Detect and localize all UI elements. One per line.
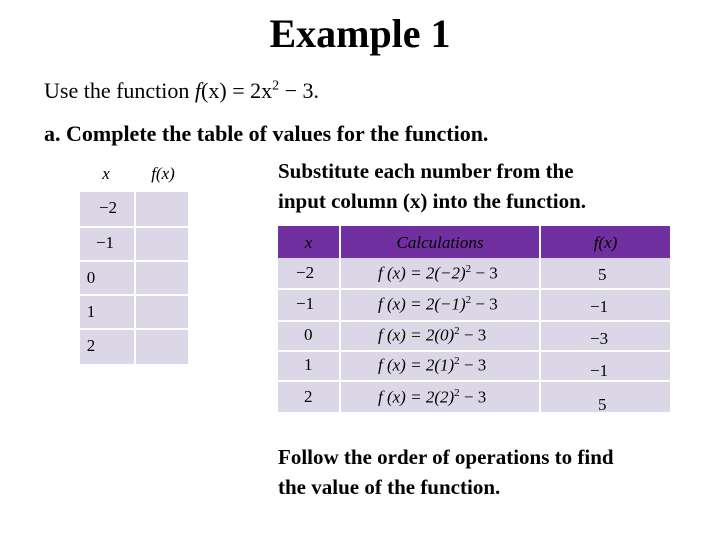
row-fx-value: 5 — [598, 395, 607, 414]
calc-exponent: 2 — [454, 387, 460, 399]
hint-bottom-line-1: Follow the order of operations to find — [278, 445, 614, 469]
left-fx-cell[interactable] — [136, 296, 190, 330]
row-calculation — [378, 387, 486, 408]
calc-exponent: 2 — [465, 263, 472, 275]
calc-tail: − 3 — [459, 355, 487, 375]
row-divider — [278, 320, 670, 322]
calc-exponent: 2 — [454, 325, 460, 337]
row-fx-value: −3 — [590, 329, 609, 348]
left-header-fx: f(x) — [151, 164, 175, 183]
intro-prefix: Use the function — [44, 78, 195, 103]
calc-expression: f (x) = 2(2) — [378, 387, 455, 407]
calc-tail: − 3 — [471, 294, 498, 314]
row-calculation — [378, 355, 486, 376]
column-divider — [539, 258, 541, 412]
row-x-value: 2 — [304, 387, 313, 406]
left-fx-cell[interactable] — [136, 192, 190, 228]
hint-bottom-line-2: the value of the function. — [278, 475, 501, 499]
column-divider — [339, 258, 341, 412]
left-fx-cell[interactable] — [136, 330, 190, 366]
row-fx-value: 5 — [598, 265, 607, 284]
intro-func: f — [194, 78, 202, 103]
part-a-instruction: a. Complete the table of values for the function. — [44, 121, 489, 146]
calc-expression: f (x) = 2(−2) — [378, 263, 466, 283]
left-x-value: 0 — [86, 268, 96, 287]
row-x-value: −1 — [296, 294, 315, 313]
hint-top — [278, 156, 586, 216]
calc-exponent: 2 — [454, 355, 460, 367]
row-divider — [278, 288, 670, 290]
calc-exponent: 2 — [465, 294, 472, 306]
calc-expression: f (x) = 2(1) — [378, 355, 455, 375]
calc-expression: f (x) = 2(−1) — [378, 294, 466, 314]
calc-expression: f (x) = 2(0) — [378, 325, 455, 345]
left-x-value: −1 — [95, 233, 115, 252]
row-x-value: −2 — [296, 263, 315, 282]
row-x-value: 1 — [304, 355, 313, 374]
right-header-x: x — [304, 233, 313, 252]
left-x-value: 2 — [86, 336, 96, 355]
intro-text — [44, 78, 319, 104]
row-x-value: 0 — [304, 325, 313, 344]
row-fx-value: −1 — [590, 361, 609, 380]
intro-rest: = 2x — [226, 78, 273, 103]
row-divider — [278, 350, 670, 352]
left-fx-cell[interactable] — [136, 228, 190, 262]
left-fx-cell[interactable] — [136, 262, 190, 296]
calc-tail: − 3 — [459, 325, 487, 345]
left-x-value: −2 — [98, 198, 118, 217]
intro-arg: (x) — [201, 78, 227, 103]
hint-top-line-1: Substitute each number from the — [278, 159, 574, 183]
row-divider — [278, 380, 670, 382]
page-title: Example 1 — [269, 11, 451, 56]
row-calculation — [378, 294, 498, 315]
hint-bottom — [278, 442, 614, 502]
row-calculation — [378, 325, 486, 346]
right-header-fx: f(x) — [593, 233, 618, 252]
intro-tail: − 3. — [279, 78, 320, 103]
right-header-calculations: Calculations — [396, 233, 484, 252]
left-header-x: x — [102, 164, 110, 183]
row-calculation — [378, 263, 498, 284]
calc-tail: − 3 — [471, 263, 498, 283]
hint-top-line-2: input column (x) into the function. — [278, 189, 587, 213]
calc-tail: − 3 — [459, 387, 487, 407]
intro-exp: 2 — [272, 78, 280, 94]
row-fx-value: −1 — [590, 297, 609, 316]
left-x-value: 1 — [86, 302, 96, 321]
